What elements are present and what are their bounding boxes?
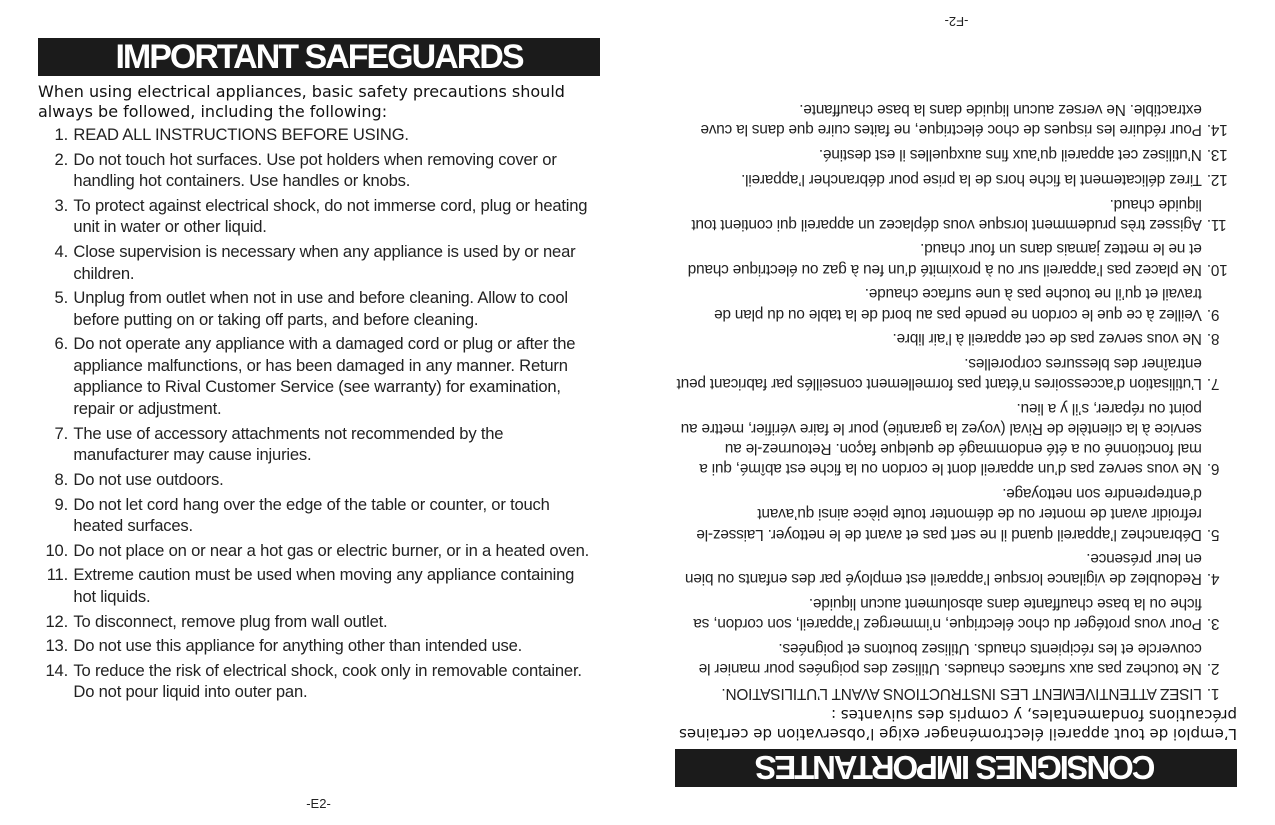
item-number: 7. bbox=[1207, 375, 1220, 393]
english-list-item bbox=[38, 195, 600, 238]
french-page-rotated bbox=[638, 0, 1275, 825]
item-text: Unplug from outlet when not in use and before cleaning. Allow to cool before putting on or taking off parts, and before cleaning. bbox=[73, 288, 568, 329]
item-number: 8. bbox=[1207, 330, 1220, 348]
item-number: 13. bbox=[1207, 146, 1228, 164]
item-text: READ ALL INSTRUCTIONS BEFORE USING. bbox=[73, 125, 409, 144]
item-number: 5. bbox=[54, 288, 68, 308]
item-number: 9. bbox=[54, 494, 68, 514]
item-number: 14. bbox=[45, 660, 68, 680]
english-list-item bbox=[38, 423, 600, 466]
item-number: 6. bbox=[54, 334, 68, 354]
item-text: LISEZ ATTENTIVEMENT LES INSTRUCTIONS AVANT L’UTILISATION. bbox=[721, 685, 1202, 702]
item-text: N’utilisez cet appareil qu’aux fins auxquelles il est destiné. bbox=[819, 146, 1202, 164]
item-text: Do not touch hot surfaces. Use pot holders when removing cover or handling hot containers. Use handles or knobs. bbox=[73, 149, 557, 191]
item-text: Ne vous servez pas de cet appareil à l’air libre. bbox=[892, 330, 1202, 348]
english-intro: When using electrical appliances, basic safety precautions should always be followed, including the following: bbox=[38, 82, 565, 121]
item-number: 11. bbox=[1207, 215, 1227, 233]
item-text: Ne vous servez pas d’un appareil dont le cordon ou la fiche est abîmé, qui a mal fonctionné ou a été endommagé de quelque façon. Retournez-le au service à la clientèle de Rival (voyez la garantie) pour le faire vérifier, mettre au point ou réparer, s’il y a lieu. bbox=[680, 399, 1202, 478]
item-number: 1. bbox=[1207, 685, 1220, 702]
item-text: Tirez délicatement la fiche hors de la prise pour débrancher l’appareil. bbox=[741, 170, 1202, 188]
item-text: Close supervision is necessary when any appliance is used by or near children. bbox=[73, 242, 576, 283]
item-text: Do not place on or near a hot gas or electric burner, or in a heated oven. bbox=[73, 540, 590, 560]
item-text: Redoublez de vigilance lorsque l’appareil est employé par des enfants ou bien en leur présence. bbox=[685, 550, 1202, 588]
english-page bbox=[0, 0, 637, 825]
french-title-banner: CONSIGNES IMPORTANTES bbox=[675, 749, 1237, 787]
item-number: 3. bbox=[54, 195, 68, 215]
item-text: Débranchez l’appareil quand il ne sert pas et avant de le nettoyer. Laissez-le refroidir avant de monter ou de démonter toute pièce ainsi qu’avant d’entreprendre son nettoyage. bbox=[696, 485, 1202, 543]
item-number: 12. bbox=[1207, 170, 1228, 188]
french-list-item bbox=[675, 238, 1237, 278]
english-safeguards-list bbox=[38, 124, 600, 706]
item-text: To disconnect, remove plug from wall outlet. bbox=[73, 611, 388, 631]
french-list-item bbox=[675, 353, 1237, 393]
french-safeguards-list bbox=[675, 95, 1237, 703]
item-text: Do not use outdoors. bbox=[73, 469, 224, 489]
english-list-item bbox=[38, 611, 600, 633]
item-number: 2. bbox=[54, 149, 68, 169]
item-number: 1. bbox=[54, 125, 68, 144]
item-number: 4. bbox=[1207, 570, 1220, 588]
english-list-item bbox=[38, 540, 600, 562]
french-list-item bbox=[675, 483, 1237, 544]
english-list-item bbox=[38, 124, 600, 146]
item-number: 9. bbox=[1207, 305, 1220, 323]
item-text: Do not use this appliance for anything other than intended use. bbox=[73, 636, 523, 656]
french-list-item bbox=[675, 638, 1237, 678]
item-number: 12. bbox=[45, 611, 68, 631]
english-list-item bbox=[38, 149, 600, 192]
french-list-item bbox=[675, 169, 1237, 189]
french-page bbox=[638, 0, 1275, 825]
item-number: 4. bbox=[54, 242, 68, 262]
item-text: To protect against electrical shock, do not immerse cord, plug or heating unit in water or other liquid. bbox=[73, 195, 588, 237]
item-text: Extreme caution must be used when moving any appliance containing hot liquids. bbox=[73, 565, 575, 606]
english-list-item bbox=[38, 333, 600, 419]
item-number: 5. bbox=[1207, 525, 1220, 543]
item-text: The use of accessory attachments not recommended by the manufacturer may cause injuries. bbox=[73, 423, 504, 465]
french-list-item bbox=[675, 283, 1237, 323]
french-list-item bbox=[675, 398, 1237, 479]
french-list-item bbox=[675, 99, 1237, 139]
item-number: 10. bbox=[1207, 260, 1228, 278]
french-list-item bbox=[675, 593, 1237, 633]
item-number: 11. bbox=[46, 565, 68, 585]
item-text: L’utilisation d’accessoires n’étant pas formellement conseillés par fabricant peut entraîner des blessures corporelles. bbox=[676, 354, 1202, 393]
french-list-item bbox=[675, 144, 1237, 164]
english-list-item bbox=[38, 660, 600, 703]
item-number: 2. bbox=[1207, 660, 1220, 678]
item-text: Ne touchez pas aux surfaces chaudes. Utilisez des poignées pour manier le couvercle et les récipients chauds. Utilisez boutons et poignées. bbox=[698, 640, 1202, 678]
english-list-item bbox=[38, 564, 600, 607]
item-number: 8. bbox=[54, 469, 68, 489]
item-number: 7. bbox=[54, 423, 68, 443]
english-list-item bbox=[38, 635, 600, 657]
item-text: Ne placez pas l’appareil sur ou à proximité d’un feu à gaz ou électrique chaud et ne le mettez jamais dans un four chaud. bbox=[687, 240, 1202, 278]
french-list-item bbox=[675, 548, 1237, 588]
item-text: Agissez très prudemment lorsque vous déplacez un appareil qui contient tout liquide chaud. bbox=[691, 195, 1202, 233]
english-list-item bbox=[38, 287, 600, 330]
english-title-banner: IMPORTANT SAFEGUARDS bbox=[38, 38, 600, 76]
item-number: 13. bbox=[45, 636, 68, 656]
item-text: Pour vous protéger du choc électrique, n’immergez l’appareil, son cordon, sa fiche ou la base chauffante dans absolument aucun liquide. bbox=[693, 595, 1202, 633]
item-number: 6. bbox=[1207, 460, 1220, 478]
item-text: Pour réduire les risques de choc électrique, ne faites cuire que dans la cuve extractible. Ne versez aucun liquide dans la base chauffante. bbox=[700, 101, 1202, 139]
item-number: 10. bbox=[45, 540, 68, 560]
item-text: Do not let cord hang over the edge of the table or counter, or touch heated surfaces. bbox=[73, 494, 550, 535]
french-page-number: -F2- bbox=[944, 14, 969, 29]
french-intro: L’emploi de tout appareil électroménager exige l’observation de certaines précautions fondamentales, y compris des suivantes : bbox=[679, 706, 1237, 743]
item-text: Do not operate any appliance with a damaged cord or plug or after the appliance malfunctions, or has been damaged in any manner. Return appliance to Rival Customer Service (see warranty) for examination, repair or adjustment. bbox=[73, 334, 576, 418]
french-list-item bbox=[675, 328, 1237, 348]
french-list-item bbox=[675, 683, 1237, 703]
item-text: Veillez à ce que le cordon ne pende pas au bord de la table ou du plan de travail et qu’il ne touche pas à une surface chaude. bbox=[714, 285, 1202, 323]
item-number: 14. bbox=[1207, 121, 1228, 139]
english-list-item bbox=[38, 469, 600, 491]
english-list-item bbox=[38, 494, 600, 537]
english-page-number: -E2- bbox=[306, 796, 331, 811]
item-text: To reduce the risk of electrical shock, cook only in removable container. Do not pour liquid into outer pan. bbox=[73, 660, 582, 702]
item-number: 3. bbox=[1207, 615, 1220, 633]
english-list-item bbox=[38, 241, 600, 284]
french-list-item bbox=[675, 193, 1237, 233]
